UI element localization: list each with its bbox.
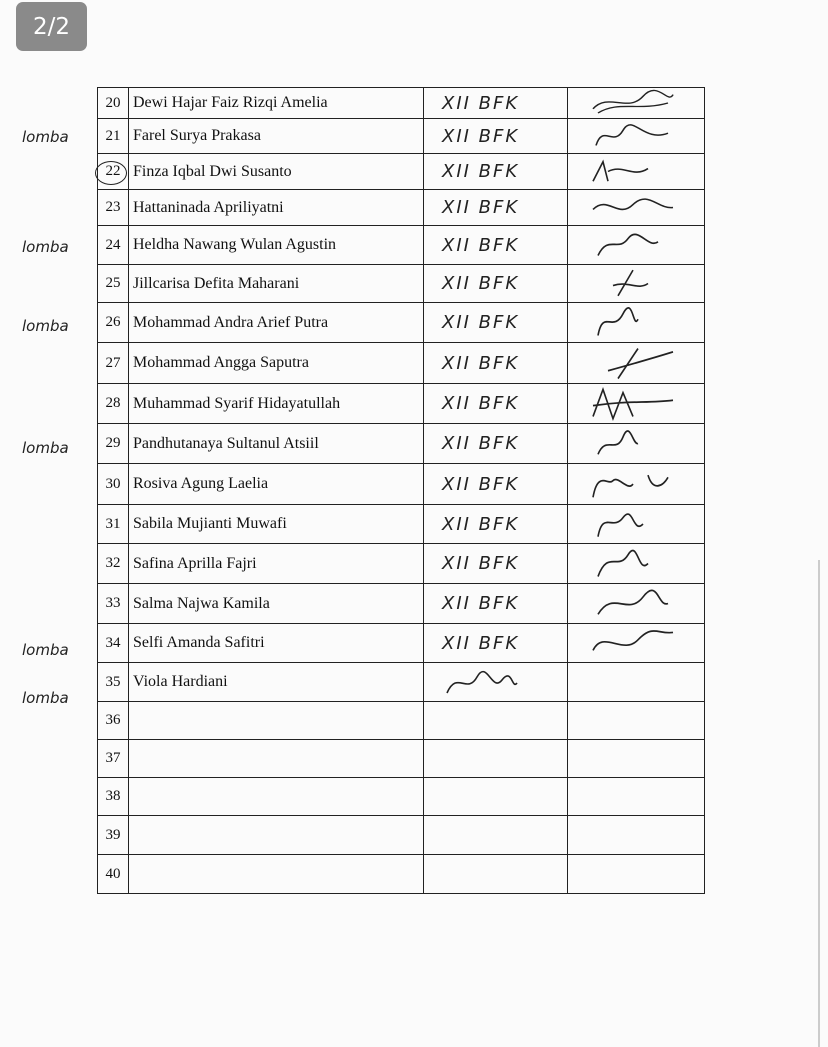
row-number: 31 (98, 505, 129, 543)
table-row (98, 303, 704, 343)
student-name: Dewi Hajar Faiz Rizqi Amelia (129, 88, 424, 118)
handwritten-signature (588, 464, 678, 504)
table-row (98, 226, 704, 265)
row-number: 34 (98, 624, 129, 662)
table-row (98, 384, 704, 424)
class-cell: XII BFK (424, 544, 568, 583)
row-number: 33 (98, 584, 129, 623)
student-name: Jillcarisa Defita Maharani (129, 265, 424, 302)
handwritten-signature (588, 624, 678, 662)
class-cell: XII BFK (424, 88, 568, 118)
table-row (98, 740, 704, 778)
table-row (98, 464, 704, 505)
signature-cell (568, 778, 704, 815)
row-number: 26 (98, 303, 129, 342)
handwritten-signature (588, 119, 678, 153)
class-cell: XII BFK (424, 424, 568, 463)
signature-cell (568, 702, 704, 739)
row-number: 24 (98, 226, 129, 264)
table-row (98, 584, 704, 624)
handwritten-signature (588, 154, 678, 189)
student-name: Rosiva Agung Laelia (129, 464, 424, 504)
class-cell (424, 816, 568, 854)
table-row (98, 624, 704, 663)
signature-cell (568, 226, 704, 264)
student-name: Farel Surya Prakasa (129, 119, 424, 153)
row-number: 29 (98, 424, 129, 463)
signature-cell (568, 384, 704, 423)
handwritten-signature (588, 505, 678, 543)
table-row (98, 190, 704, 226)
class-cell: XII BFK (424, 584, 568, 623)
row-number: 25 (98, 265, 129, 302)
row-number: 22 (98, 154, 129, 189)
class-cell: XII BFK (424, 303, 568, 342)
student-name: Pandhutanaya Sultanul Atsiil (129, 424, 424, 463)
signature-cell (568, 663, 704, 701)
student-name: Sabila Mujianti Muwafi (129, 505, 424, 543)
table-row (98, 544, 704, 584)
row-number: 32 (98, 544, 129, 583)
signature-cell (568, 303, 704, 342)
row-number: 27 (98, 343, 129, 383)
row-number: 37 (98, 740, 129, 777)
handwritten-signature (588, 190, 678, 225)
signature-cell (568, 855, 704, 893)
student-name: Finza Iqbal Dwi Susanto (129, 154, 424, 189)
paper-fold-line (818, 560, 820, 1047)
signature-cell (568, 624, 704, 662)
table-row (98, 816, 704, 855)
student-name: Hattaninada Apriliyatni (129, 190, 424, 225)
signature-cell (568, 505, 704, 543)
table-row (98, 119, 704, 154)
margin-note: lomba (22, 439, 69, 457)
signature-cell (568, 424, 704, 463)
handwritten-signature (442, 665, 532, 699)
student-name: Mohammad Angga Saputra (129, 343, 424, 383)
table-row (98, 778, 704, 816)
row-number: 28 (98, 384, 129, 423)
attendance-table (97, 87, 705, 894)
student-name (129, 816, 424, 854)
table-row (98, 702, 704, 740)
handwritten-signature (588, 584, 678, 623)
student-name: Salma Najwa Kamila (129, 584, 424, 623)
class-cell: XII BFK (424, 226, 568, 264)
row-number: 35 (98, 663, 129, 701)
signature-cell (568, 88, 704, 118)
handwritten-signature (588, 265, 678, 302)
handwritten-signature (588, 303, 678, 342)
class-cell: XII BFK (424, 154, 568, 189)
student-name (129, 855, 424, 893)
student-name (129, 778, 424, 815)
class-cell: XII BFK (424, 119, 568, 153)
table-row (98, 343, 704, 384)
row-number: 23 (98, 190, 129, 225)
class-cell: XII BFK (424, 343, 568, 383)
class-cell (424, 702, 568, 739)
margin-note: lomba (22, 641, 69, 659)
class-cell: XII BFK (424, 384, 568, 423)
signature-cell (568, 343, 704, 383)
class-cell (424, 740, 568, 777)
table-row (98, 855, 704, 894)
signature-cell (568, 584, 704, 623)
row-number: 30 (98, 464, 129, 504)
class-cell: XII BFK (424, 190, 568, 225)
student-name: Heldha Nawang Wulan Agustin (129, 226, 424, 264)
handwritten-signature (588, 424, 678, 463)
margin-note: lomba (22, 238, 69, 256)
table-row (98, 663, 704, 702)
margin-note: lomba (22, 127, 69, 146)
signature-cell (568, 265, 704, 302)
class-cell: XII BFK (424, 464, 568, 504)
student-name: Viola Hardiani (129, 663, 424, 701)
circled-number-mark (95, 161, 127, 185)
signature-cell (568, 740, 704, 777)
handwritten-signature (588, 384, 678, 423)
handwritten-signature (588, 88, 678, 118)
page-indicator-badge: 2/2 (16, 2, 87, 51)
signature-cell (568, 464, 704, 504)
margin-note: lomba (22, 316, 69, 335)
table-row (98, 424, 704, 464)
student-name: Selfi Amanda Safitri (129, 624, 424, 662)
row-number: 36 (98, 702, 129, 739)
class-cell (424, 778, 568, 815)
signature-cell (568, 190, 704, 225)
row-number: 39 (98, 816, 129, 854)
class-cell: XII BFK (424, 624, 568, 662)
student-name: Mohammad Andra Arief Putra (129, 303, 424, 342)
signature-cell (568, 816, 704, 854)
margin-note: lomba (22, 688, 69, 707)
student-name (129, 702, 424, 739)
row-number: 38 (98, 778, 129, 815)
table-row (98, 88, 704, 119)
row-number: 20 (98, 88, 129, 118)
handwritten-signature (588, 226, 678, 264)
table-row (98, 265, 704, 303)
handwritten-signature (588, 343, 678, 383)
class-cell: XII BFK (424, 265, 568, 302)
signature-cell (568, 544, 704, 583)
student-name (129, 740, 424, 777)
table-row (98, 505, 704, 544)
class-cell: XII BFK (424, 505, 568, 543)
class-cell (424, 663, 568, 701)
handwritten-signature (588, 544, 678, 583)
student-name: Safina Aprilla Fajri (129, 544, 424, 583)
signature-cell (568, 154, 704, 189)
student-name: Muhammad Syarif Hidayatullah (129, 384, 424, 423)
row-number: 21 (98, 119, 129, 153)
class-cell (424, 855, 568, 893)
signature-cell (568, 119, 704, 153)
table-row (98, 154, 704, 190)
row-number: 40 (98, 855, 129, 893)
